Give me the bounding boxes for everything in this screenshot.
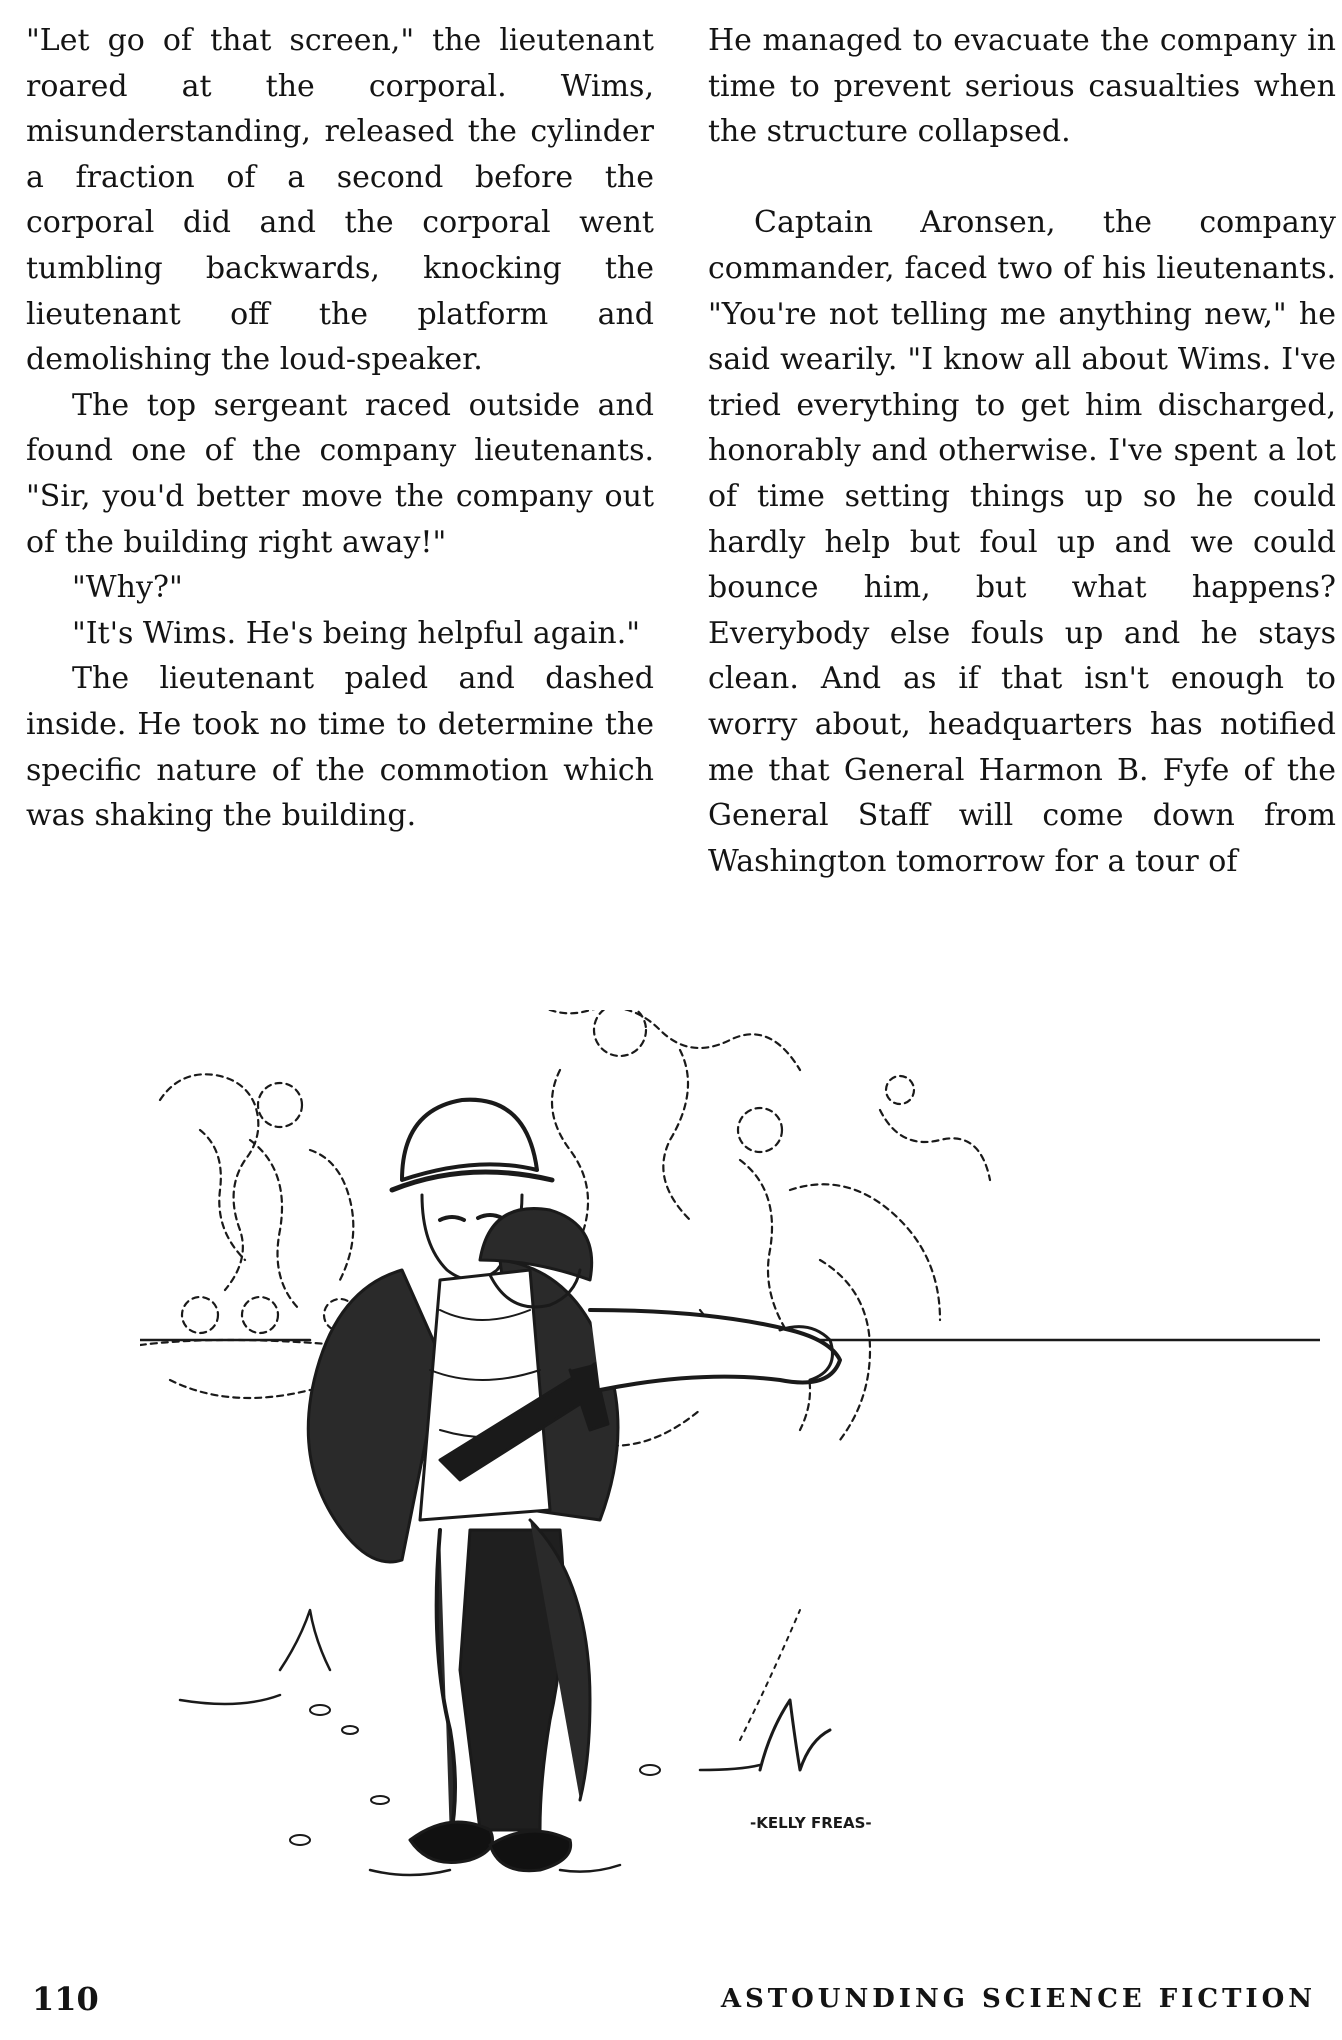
right-text-column: [708, 18, 1336, 884]
paragraph: "Let go of that screen," the lieutenant roared at the corporal. Wims, misunderstanding, released the cylinder a fraction of a second before the corporal did and the corporal went tumbling backwards, knocking the lieutenant off the platform and demolishing the loud-speaker.: [26, 23, 654, 378]
soldiers-illustration: [140, 1010, 1320, 1900]
page-footer: [26, 1980, 1316, 2020]
artist-signature: -KELLY FREAS-: [750, 1814, 872, 1832]
paragraph: "It's Wims. He's being helpful again.": [72, 615, 641, 651]
paragraph: He managed to evacuate the company in time to prevent serious casualties when the structure collapsed.: [708, 23, 1336, 150]
page-number: 110: [32, 1980, 99, 2018]
paragraph: "Why?": [72, 570, 183, 606]
paragraph: Captain Aronsen, the company commander, faced two of his lieutenants. "You're not telling me anything new," he said wearily. "I know all about Wims. I've tried everything to get him discharged, honorably and otherwise. I've spent a lot of time setting things up so he could hardly help but foul up and we could bounce him, but what happens? Everybody else fouls up and he stays clean. And as if that isn't enough to worry about, headquarters has notified me that General Harmon B. Fyfe of the General Staff will come down from Washington tomorrow for a tour of: [708, 205, 1336, 879]
left-text-column: [26, 18, 654, 839]
paragraph: The top sergeant raced outside and found one of the company lieutenants. "Sir, you'd better move the company out of the building right away!": [26, 387, 654, 560]
running-footer-title: ASTOUNDING SCIENCE FICTION: [720, 1984, 1316, 2014]
paragraph: The lieutenant paled and dashed inside. He took no time to determine the specific nature of the commotion which was shaking the building.: [26, 661, 654, 834]
